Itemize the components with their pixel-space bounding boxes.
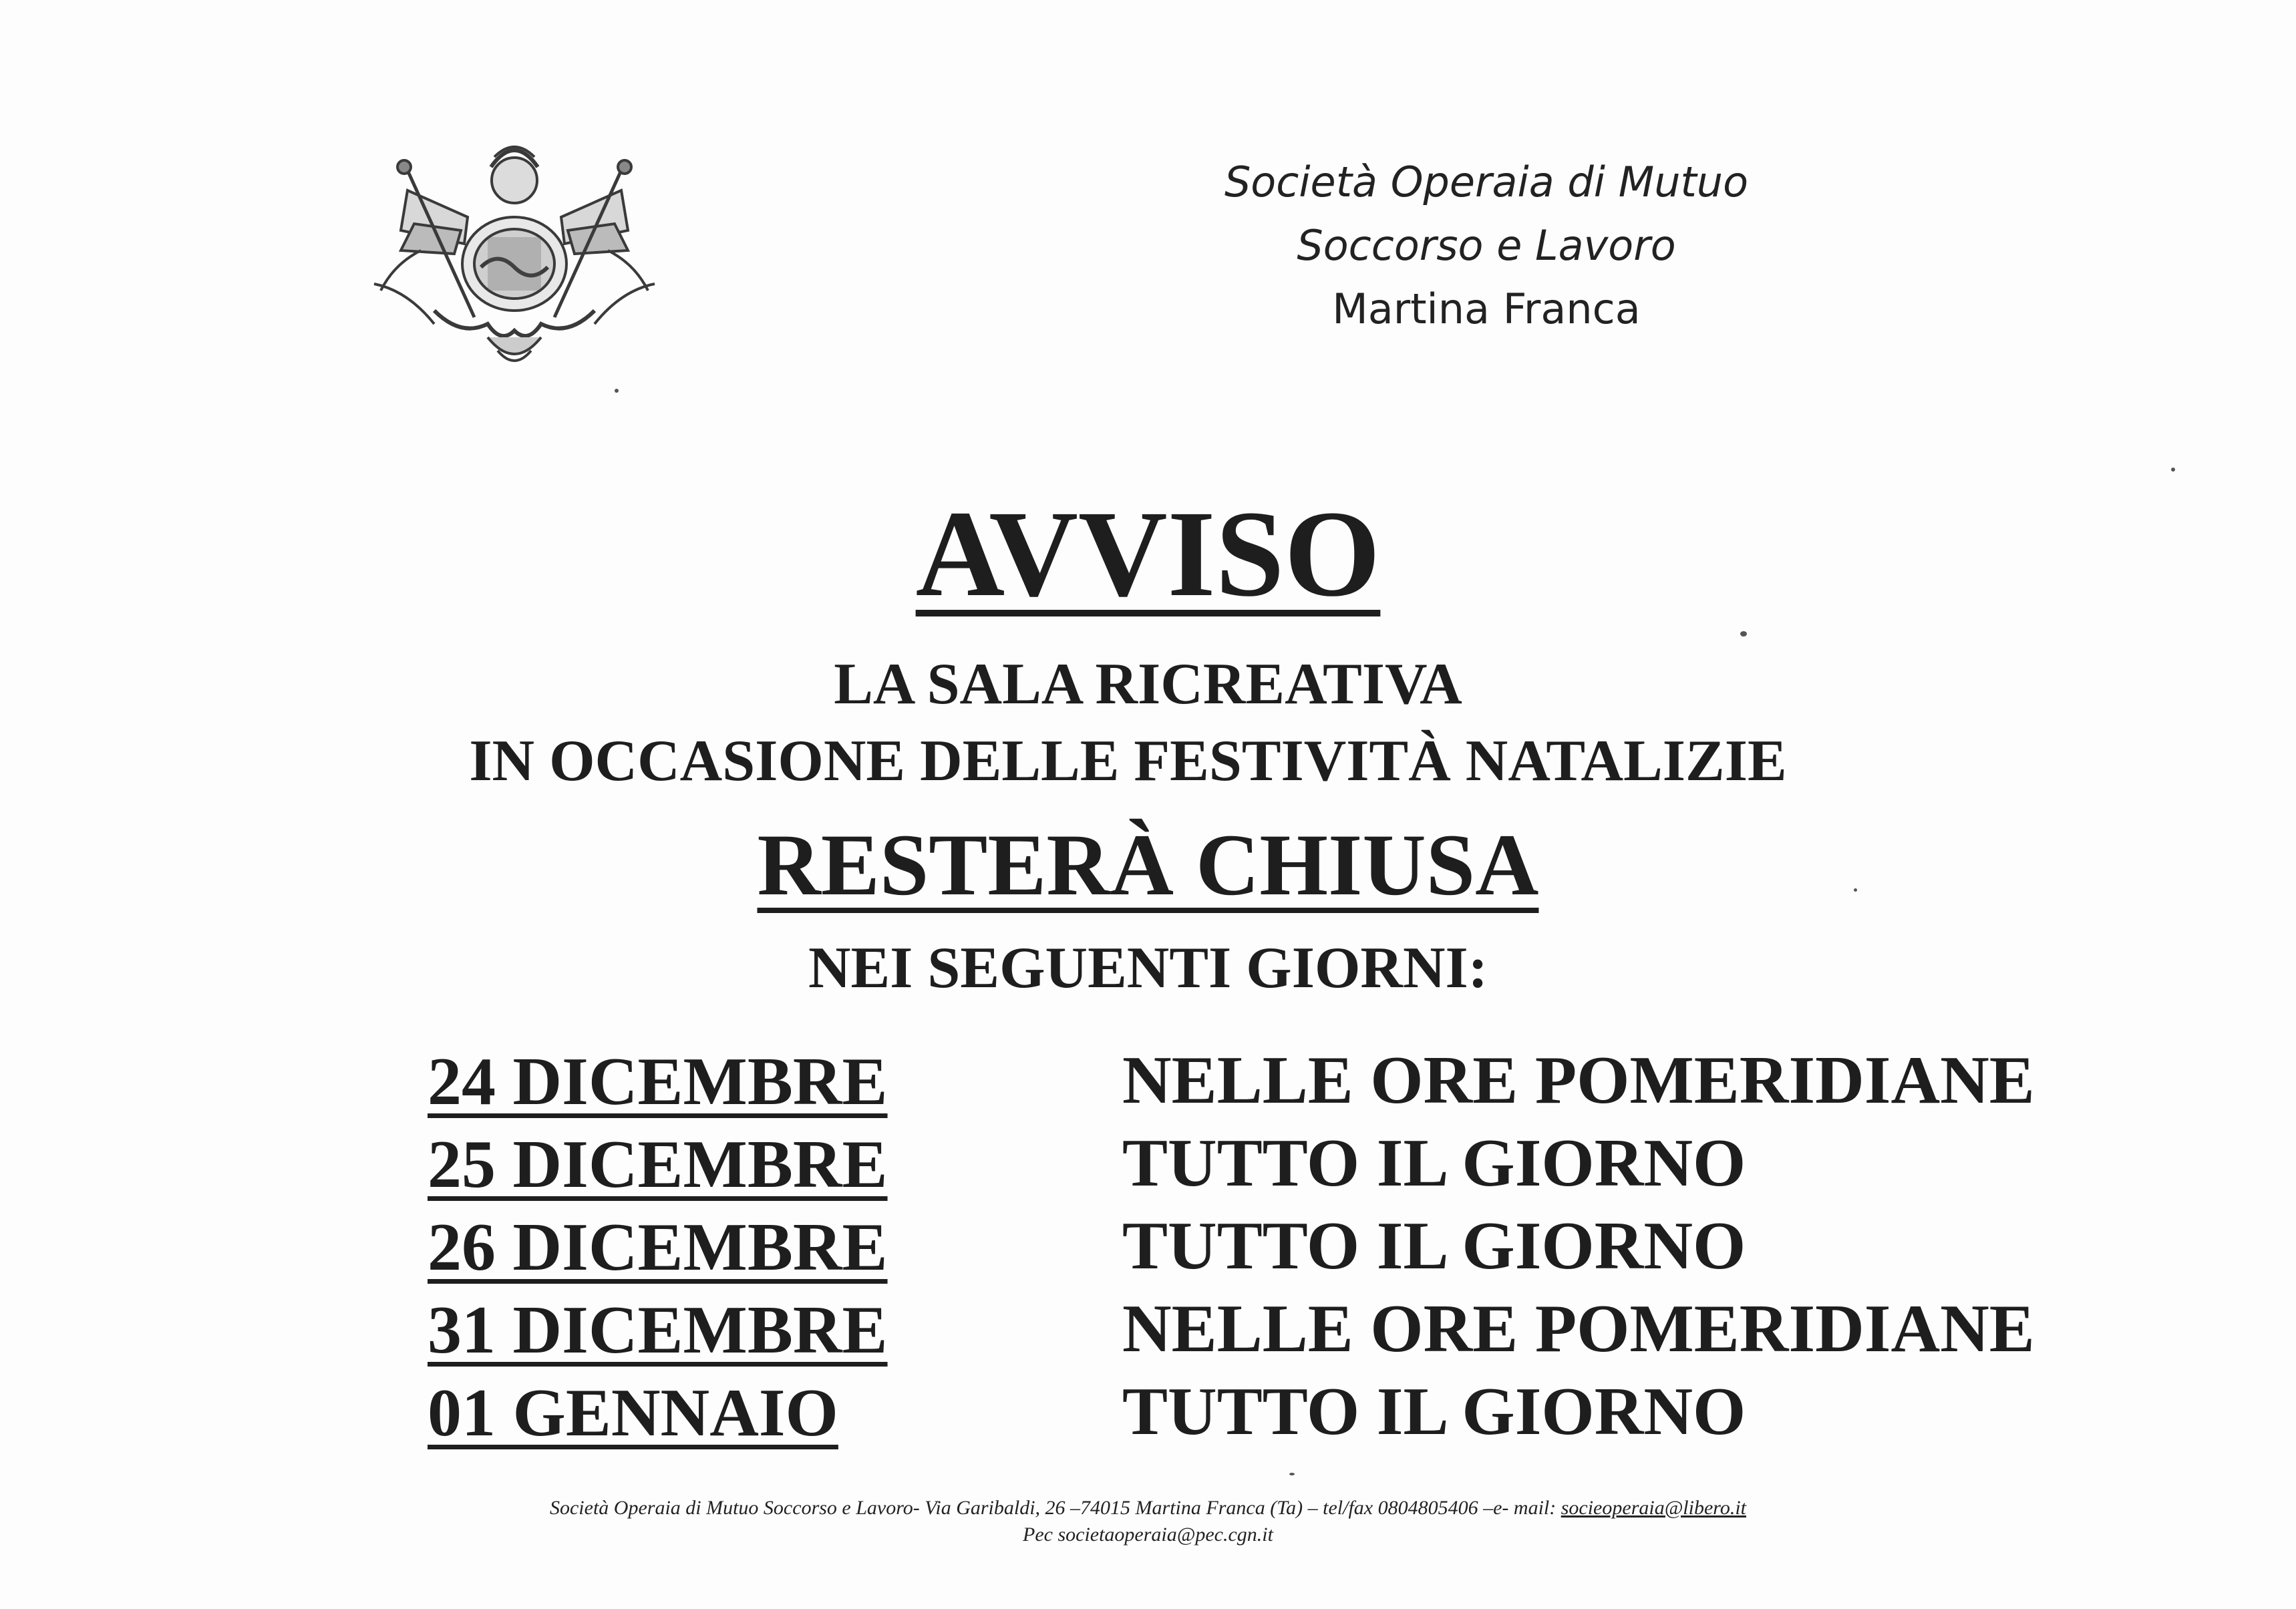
schedule-description: TUTTO IL GIORNO: [1122, 1125, 1746, 1201]
footer-pec: Pec societaoperaia@pec.cgn.it: [1023, 1524, 1273, 1546]
schedule-description: TUTTO IL GIORNO: [1122, 1208, 1746, 1284]
schedule-row: [428, 1373, 2164, 1456]
organization-name: [1136, 150, 1837, 341]
schedule-date: 24 DICEMBRE: [428, 1044, 888, 1119]
footer-address-line: [0, 1495, 2296, 1522]
org-name-line1: Società Operaia di Mutuo: [1224, 158, 1749, 206]
footer-address: Società Operaia di Mutuo Soccorso e Lavoro- Via Garibaldi, 26 –74015 Martina Franca (Ta) – tel/fax 0804805406 –e- mail:: [549, 1497, 1561, 1519]
notice-line-room: LA SALA RICREATIVA: [834, 652, 1462, 717]
org-city: Martina Franca: [1332, 285, 1641, 333]
schedule-description: TUTTO IL GIORNO: [1122, 1374, 1746, 1449]
schedule-description: NELLE ORE POMERIDIANE: [1122, 1291, 2035, 1367]
closure-schedule: [428, 1042, 2164, 1456]
notice-line-closed: RESTERÀ CHIUSA: [757, 816, 1539, 914]
footer-contacts: [0, 1495, 2296, 1548]
schedule-row: [428, 1125, 2164, 1208]
notice-title: AVVISO: [915, 486, 1381, 622]
footer-email-link[interactable]: socieoperaia@libero.it: [1561, 1497, 1747, 1519]
org-name-line2: Soccorso e Lavoro: [1297, 221, 1676, 270]
scan-speck: [2171, 468, 2175, 472]
schedule-date: 01 GENNAIO: [428, 1375, 838, 1451]
society-coat-of-arms-icon: [354, 117, 675, 377]
schedule-date: 31 DICEMBRE: [428, 1292, 888, 1368]
schedule-date: 26 DICEMBRE: [428, 1210, 888, 1285]
notice-line-days: NEI SEGUENTI GIORNI:: [808, 936, 1488, 1001]
schedule-date: 25 DICEMBRE: [428, 1127, 888, 1202]
schedule-row: [428, 1042, 2164, 1125]
schedule-row: [428, 1208, 2164, 1290]
schedule-description: NELLE ORE POMERIDIANE: [1122, 1043, 2035, 1118]
scan-speck: [1854, 888, 1857, 892]
scan-speck: [1289, 1473, 1295, 1475]
scan-speck: [1740, 631, 1747, 637]
schedule-row: [428, 1290, 2164, 1373]
notice-line-occasion: IN OCCASIONE DELLE FESTIVITÀ NATALIZIE: [469, 729, 1787, 793]
scan-speck: [615, 389, 619, 393]
